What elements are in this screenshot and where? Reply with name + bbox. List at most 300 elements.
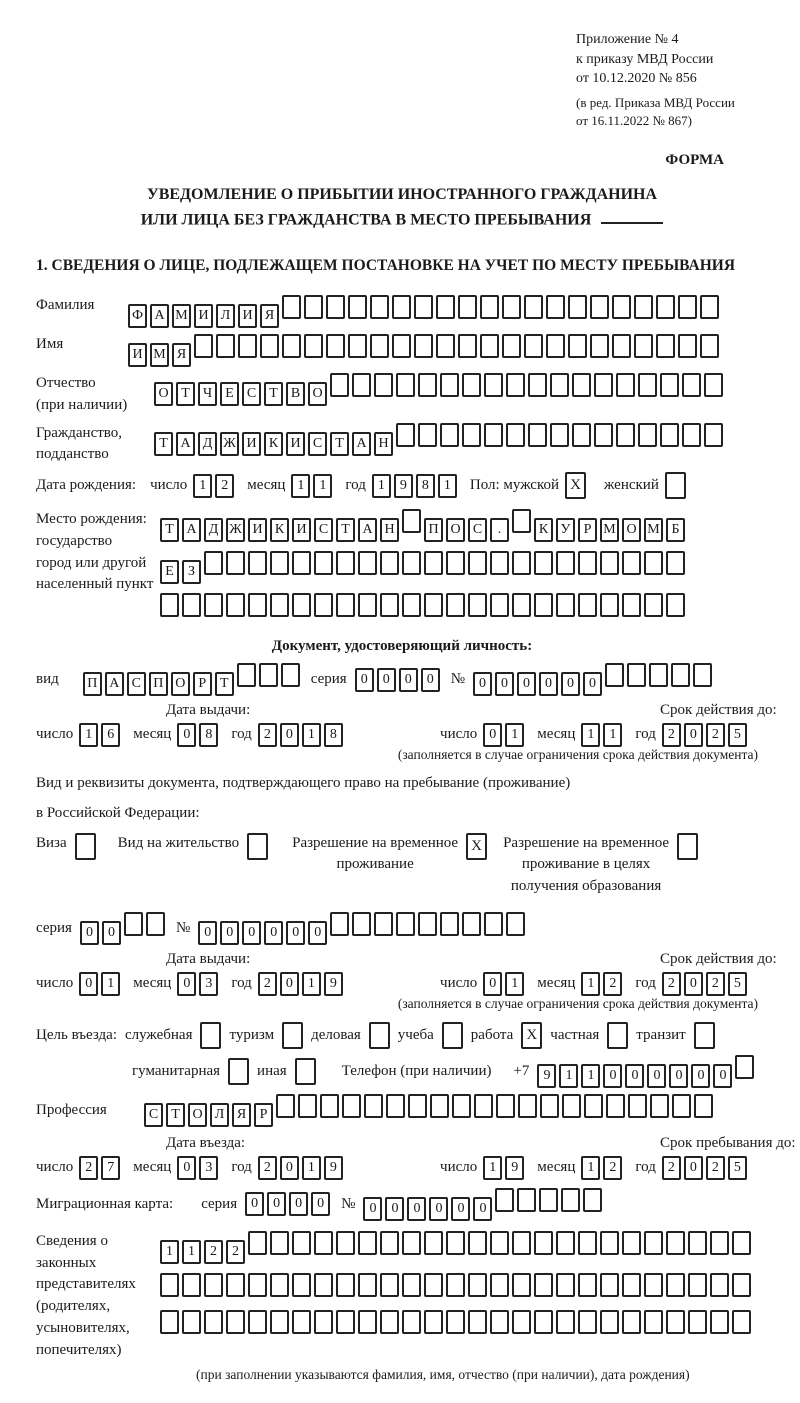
char-cell[interactable] bbox=[259, 663, 278, 687]
char-cell[interactable] bbox=[276, 1094, 295, 1118]
char-cell[interactable]: 0 bbox=[684, 972, 703, 996]
char-cell[interactable] bbox=[584, 1094, 603, 1118]
char-cell[interactable] bbox=[248, 1310, 267, 1334]
char-cell[interactable] bbox=[292, 1273, 311, 1297]
char-cell[interactable]: С bbox=[314, 518, 333, 542]
char-cell[interactable] bbox=[546, 334, 565, 358]
char-cell[interactable] bbox=[468, 1310, 487, 1334]
char-cell[interactable] bbox=[414, 334, 433, 358]
char-cell[interactable]: 8 bbox=[199, 723, 218, 747]
char-cell[interactable]: 0 bbox=[407, 1197, 426, 1221]
char-cell[interactable]: 0 bbox=[647, 1064, 666, 1088]
char-cell[interactable] bbox=[414, 295, 433, 319]
char-cell[interactable]: К bbox=[270, 518, 289, 542]
char-cell[interactable]: 0 bbox=[483, 723, 502, 747]
char-cell[interactable] bbox=[402, 1231, 421, 1255]
char-cell[interactable] bbox=[374, 373, 393, 397]
checkbox-cell[interactable]: X bbox=[466, 833, 487, 860]
char-cell[interactable] bbox=[590, 295, 609, 319]
char-cell[interactable] bbox=[160, 593, 179, 617]
char-cell[interactable] bbox=[336, 593, 355, 617]
checkbox-cell[interactable] bbox=[75, 833, 96, 860]
char-cell[interactable] bbox=[462, 912, 481, 936]
char-cell[interactable] bbox=[440, 373, 459, 397]
char-cell[interactable] bbox=[666, 593, 685, 617]
char-cell[interactable] bbox=[358, 551, 377, 575]
char-cell[interactable]: 2 bbox=[662, 1156, 681, 1180]
char-cell[interactable] bbox=[666, 1273, 685, 1297]
char-cell[interactable] bbox=[490, 1231, 509, 1255]
char-cell[interactable] bbox=[226, 593, 245, 617]
char-cell[interactable]: 8 bbox=[416, 474, 435, 498]
char-cell[interactable] bbox=[634, 334, 653, 358]
char-cell[interactable] bbox=[490, 1273, 509, 1297]
char-cell[interactable]: Д bbox=[204, 518, 223, 542]
char-cell[interactable] bbox=[638, 423, 657, 447]
char-cell[interactable]: 0 bbox=[669, 1064, 688, 1088]
char-cell[interactable]: В bbox=[286, 382, 305, 406]
char-cell[interactable] bbox=[424, 1273, 443, 1297]
char-cell[interactable] bbox=[678, 334, 697, 358]
char-cell[interactable] bbox=[649, 663, 668, 687]
char-cell[interactable] bbox=[396, 373, 415, 397]
char-cell[interactable]: 0 bbox=[355, 668, 374, 692]
char-cell[interactable] bbox=[490, 593, 509, 617]
char-cell[interactable]: З bbox=[182, 560, 201, 584]
char-cell[interactable] bbox=[452, 1094, 471, 1118]
char-cell[interactable] bbox=[281, 663, 300, 687]
char-cell[interactable] bbox=[380, 551, 399, 575]
checkbox-cell[interactable] bbox=[282, 1022, 303, 1049]
char-cell[interactable]: 0 bbox=[583, 672, 602, 696]
char-cell[interactable]: 0 bbox=[483, 972, 502, 996]
char-cell[interactable]: Е bbox=[220, 382, 239, 406]
char-cell[interactable] bbox=[238, 334, 257, 358]
char-cell[interactable] bbox=[700, 334, 719, 358]
char-cell[interactable] bbox=[237, 663, 256, 687]
char-cell[interactable] bbox=[370, 334, 389, 358]
char-cell[interactable]: А bbox=[105, 672, 124, 696]
char-cell[interactable] bbox=[248, 593, 267, 617]
char-cell[interactable]: 1 bbox=[302, 972, 321, 996]
char-cell[interactable] bbox=[650, 1094, 669, 1118]
char-cell[interactable] bbox=[352, 373, 371, 397]
char-cell[interactable]: 1 bbox=[581, 1064, 600, 1088]
char-cell[interactable] bbox=[314, 593, 333, 617]
char-cell[interactable] bbox=[644, 1310, 663, 1334]
char-cell[interactable] bbox=[660, 423, 679, 447]
char-cell[interactable] bbox=[270, 1273, 289, 1297]
checkbox-cell[interactable] bbox=[200, 1022, 221, 1049]
char-cell[interactable]: 0 bbox=[80, 921, 99, 945]
char-cell[interactable] bbox=[578, 1273, 597, 1297]
char-cell[interactable] bbox=[320, 1094, 339, 1118]
char-cell[interactable] bbox=[550, 423, 569, 447]
char-cell[interactable] bbox=[248, 551, 267, 575]
char-cell[interactable]: О bbox=[308, 382, 327, 406]
char-cell[interactable]: 0 bbox=[713, 1064, 732, 1088]
char-cell[interactable]: М bbox=[600, 518, 619, 542]
char-cell[interactable] bbox=[380, 1231, 399, 1255]
char-cell[interactable] bbox=[424, 1310, 443, 1334]
char-cell[interactable] bbox=[484, 423, 503, 447]
char-cell[interactable] bbox=[364, 1094, 383, 1118]
char-cell[interactable]: Т bbox=[330, 432, 349, 456]
char-cell[interactable]: И bbox=[194, 304, 213, 328]
char-cell[interactable]: И bbox=[128, 343, 147, 367]
char-cell[interactable] bbox=[370, 295, 389, 319]
char-cell[interactable]: 2 bbox=[662, 972, 681, 996]
char-cell[interactable]: Ж bbox=[220, 432, 239, 456]
char-cell[interactable]: К bbox=[534, 518, 553, 542]
char-cell[interactable] bbox=[622, 593, 641, 617]
char-cell[interactable]: М bbox=[172, 304, 191, 328]
char-cell[interactable] bbox=[480, 295, 499, 319]
char-cell[interactable]: 9 bbox=[324, 972, 343, 996]
char-cell[interactable]: М bbox=[150, 343, 169, 367]
checkbox-cell[interactable] bbox=[228, 1058, 249, 1085]
char-cell[interactable] bbox=[392, 295, 411, 319]
char-cell[interactable] bbox=[678, 295, 697, 319]
char-cell[interactable] bbox=[512, 1310, 531, 1334]
char-cell[interactable] bbox=[424, 551, 443, 575]
char-cell[interactable] bbox=[270, 593, 289, 617]
char-cell[interactable] bbox=[666, 1231, 685, 1255]
char-cell[interactable]: С bbox=[242, 382, 261, 406]
char-cell[interactable] bbox=[628, 1094, 647, 1118]
char-cell[interactable] bbox=[612, 295, 631, 319]
char-cell[interactable]: Ж bbox=[226, 518, 245, 542]
char-cell[interactable] bbox=[517, 1188, 536, 1212]
char-cell[interactable] bbox=[512, 509, 531, 533]
char-cell[interactable] bbox=[572, 373, 591, 397]
char-cell[interactable] bbox=[436, 334, 455, 358]
char-cell[interactable] bbox=[124, 912, 143, 936]
char-cell[interactable]: Т bbox=[215, 672, 234, 696]
char-cell[interactable]: Т bbox=[336, 518, 355, 542]
char-cell[interactable]: 1 bbox=[193, 474, 212, 498]
char-cell[interactable] bbox=[458, 334, 477, 358]
char-cell[interactable] bbox=[495, 1188, 514, 1212]
char-cell[interactable] bbox=[330, 373, 349, 397]
char-cell[interactable] bbox=[348, 295, 367, 319]
char-cell[interactable] bbox=[606, 1094, 625, 1118]
char-cell[interactable] bbox=[342, 1094, 361, 1118]
char-cell[interactable] bbox=[506, 912, 525, 936]
char-cell[interactable] bbox=[732, 1310, 751, 1334]
char-cell[interactable]: А bbox=[182, 518, 201, 542]
char-cell[interactable] bbox=[656, 334, 675, 358]
char-cell[interactable] bbox=[512, 1273, 531, 1297]
char-cell[interactable] bbox=[600, 1310, 619, 1334]
char-cell[interactable]: 0 bbox=[220, 921, 239, 945]
char-cell[interactable] bbox=[182, 593, 201, 617]
checkbox-cell[interactable] bbox=[665, 472, 686, 499]
char-cell[interactable] bbox=[693, 663, 712, 687]
char-cell[interactable] bbox=[336, 1273, 355, 1297]
char-cell[interactable]: 9 bbox=[537, 1064, 556, 1088]
char-cell[interactable] bbox=[304, 295, 323, 319]
char-cell[interactable] bbox=[622, 551, 641, 575]
char-cell[interactable]: 0 bbox=[451, 1197, 470, 1221]
char-cell[interactable] bbox=[468, 1273, 487, 1297]
char-cell[interactable] bbox=[380, 593, 399, 617]
char-cell[interactable] bbox=[348, 334, 367, 358]
char-cell[interactable]: 0 bbox=[198, 921, 217, 945]
char-cell[interactable]: 1 bbox=[302, 1156, 321, 1180]
char-cell[interactable] bbox=[568, 295, 587, 319]
char-cell[interactable] bbox=[704, 423, 723, 447]
char-cell[interactable] bbox=[556, 593, 575, 617]
char-cell[interactable]: 3 bbox=[199, 1156, 218, 1180]
char-cell[interactable] bbox=[534, 1310, 553, 1334]
char-cell[interactable] bbox=[462, 373, 481, 397]
char-cell[interactable] bbox=[216, 334, 235, 358]
char-cell[interactable] bbox=[518, 1094, 537, 1118]
char-cell[interactable]: А bbox=[176, 432, 195, 456]
char-cell[interactable] bbox=[660, 373, 679, 397]
checkbox-cell[interactable] bbox=[607, 1022, 628, 1049]
char-cell[interactable] bbox=[380, 1310, 399, 1334]
char-cell[interactable]: Л bbox=[210, 1103, 229, 1127]
char-cell[interactable] bbox=[496, 1094, 515, 1118]
char-cell[interactable]: 6 bbox=[101, 723, 120, 747]
char-cell[interactable] bbox=[600, 1273, 619, 1297]
char-cell[interactable]: 5 bbox=[728, 723, 747, 747]
char-cell[interactable] bbox=[644, 593, 663, 617]
char-cell[interactable]: Я bbox=[232, 1103, 251, 1127]
char-cell[interactable] bbox=[402, 593, 421, 617]
char-cell[interactable] bbox=[627, 663, 646, 687]
char-cell[interactable]: 2 bbox=[258, 972, 277, 996]
char-cell[interactable]: 1 bbox=[505, 972, 524, 996]
char-cell[interactable] bbox=[682, 423, 701, 447]
char-cell[interactable] bbox=[605, 663, 624, 687]
char-cell[interactable] bbox=[386, 1094, 405, 1118]
char-cell[interactable] bbox=[590, 334, 609, 358]
char-cell[interactable] bbox=[502, 334, 521, 358]
char-cell[interactable] bbox=[160, 1273, 179, 1297]
char-cell[interactable] bbox=[704, 373, 723, 397]
char-cell[interactable] bbox=[578, 551, 597, 575]
char-cell[interactable] bbox=[204, 1310, 223, 1334]
char-cell[interactable] bbox=[688, 1231, 707, 1255]
char-cell[interactable]: 0 bbox=[102, 921, 121, 945]
char-cell[interactable] bbox=[336, 1231, 355, 1255]
char-cell[interactable] bbox=[336, 1310, 355, 1334]
char-cell[interactable]: 0 bbox=[242, 921, 261, 945]
char-cell[interactable] bbox=[458, 295, 477, 319]
char-cell[interactable]: 5 bbox=[728, 1156, 747, 1180]
char-cell[interactable] bbox=[314, 1231, 333, 1255]
char-cell[interactable]: 2 bbox=[258, 723, 277, 747]
char-cell[interactable] bbox=[616, 423, 635, 447]
char-cell[interactable] bbox=[436, 295, 455, 319]
char-cell[interactable] bbox=[402, 1310, 421, 1334]
char-cell[interactable] bbox=[326, 295, 345, 319]
char-cell[interactable]: 2 bbox=[706, 1156, 725, 1180]
char-cell[interactable] bbox=[710, 1273, 729, 1297]
char-cell[interactable]: Р bbox=[193, 672, 212, 696]
char-cell[interactable] bbox=[314, 551, 333, 575]
char-cell[interactable]: 1 bbox=[505, 723, 524, 747]
char-cell[interactable]: 1 bbox=[313, 474, 332, 498]
char-cell[interactable] bbox=[468, 551, 487, 575]
char-cell[interactable] bbox=[430, 1094, 449, 1118]
char-cell[interactable]: 0 bbox=[79, 972, 98, 996]
char-cell[interactable] bbox=[700, 295, 719, 319]
char-cell[interactable]: Р bbox=[254, 1103, 273, 1127]
char-cell[interactable] bbox=[583, 1188, 602, 1212]
char-cell[interactable] bbox=[226, 1310, 245, 1334]
char-cell[interactable]: 0 bbox=[473, 672, 492, 696]
char-cell[interactable] bbox=[502, 295, 521, 319]
char-cell[interactable]: 0 bbox=[517, 672, 536, 696]
char-cell[interactable] bbox=[612, 334, 631, 358]
char-cell[interactable]: 1 bbox=[182, 1240, 201, 1264]
char-cell[interactable] bbox=[226, 1273, 245, 1297]
char-cell[interactable]: 0 bbox=[421, 668, 440, 692]
char-cell[interactable]: 0 bbox=[429, 1197, 448, 1221]
char-cell[interactable] bbox=[446, 1273, 465, 1297]
char-cell[interactable]: Ч bbox=[198, 382, 217, 406]
char-cell[interactable] bbox=[534, 593, 553, 617]
char-cell[interactable] bbox=[546, 295, 565, 319]
char-cell[interactable]: 0 bbox=[311, 1192, 330, 1216]
char-cell[interactable] bbox=[204, 1273, 223, 1297]
char-cell[interactable]: 2 bbox=[603, 1156, 622, 1180]
char-cell[interactable]: 0 bbox=[245, 1192, 264, 1216]
char-cell[interactable]: 0 bbox=[539, 672, 558, 696]
char-cell[interactable] bbox=[600, 1231, 619, 1255]
char-cell[interactable] bbox=[556, 1310, 575, 1334]
char-cell[interactable]: 2 bbox=[706, 723, 725, 747]
char-cell[interactable] bbox=[506, 373, 525, 397]
char-cell[interactable] bbox=[656, 295, 675, 319]
char-cell[interactable] bbox=[688, 1310, 707, 1334]
char-cell[interactable] bbox=[298, 1094, 317, 1118]
char-cell[interactable]: И bbox=[242, 432, 261, 456]
char-cell[interactable] bbox=[534, 1273, 553, 1297]
char-cell[interactable] bbox=[292, 1310, 311, 1334]
char-cell[interactable]: 0 bbox=[177, 1156, 196, 1180]
char-cell[interactable] bbox=[402, 551, 421, 575]
char-cell[interactable]: О bbox=[446, 518, 465, 542]
char-cell[interactable]: Т bbox=[160, 518, 179, 542]
char-cell[interactable] bbox=[358, 1231, 377, 1255]
char-cell[interactable] bbox=[292, 551, 311, 575]
char-cell[interactable] bbox=[326, 334, 345, 358]
char-cell[interactable]: 1 bbox=[603, 723, 622, 747]
char-cell[interactable]: Е bbox=[160, 560, 179, 584]
char-cell[interactable] bbox=[556, 1231, 575, 1255]
char-cell[interactable]: О bbox=[171, 672, 190, 696]
checkbox-cell[interactable] bbox=[442, 1022, 463, 1049]
char-cell[interactable] bbox=[358, 1310, 377, 1334]
char-cell[interactable] bbox=[638, 373, 657, 397]
char-cell[interactable] bbox=[484, 373, 503, 397]
char-cell[interactable] bbox=[418, 373, 437, 397]
char-cell[interactable]: 0 bbox=[267, 1192, 286, 1216]
char-cell[interactable]: 0 bbox=[286, 921, 305, 945]
char-cell[interactable]: П bbox=[83, 672, 102, 696]
char-cell[interactable]: Н bbox=[380, 518, 399, 542]
char-cell[interactable] bbox=[578, 1310, 597, 1334]
char-cell[interactable]: П bbox=[149, 672, 168, 696]
char-cell[interactable]: 7 bbox=[101, 1156, 120, 1180]
char-cell[interactable] bbox=[446, 551, 465, 575]
char-cell[interactable]: 2 bbox=[204, 1240, 223, 1264]
char-cell[interactable]: 1 bbox=[438, 474, 457, 498]
char-cell[interactable]: Д bbox=[198, 432, 217, 456]
char-cell[interactable]: 0 bbox=[495, 672, 514, 696]
char-cell[interactable]: 1 bbox=[302, 723, 321, 747]
char-cell[interactable]: 1 bbox=[581, 723, 600, 747]
char-cell[interactable]: 0 bbox=[363, 1197, 382, 1221]
char-cell[interactable]: 1 bbox=[483, 1156, 502, 1180]
char-cell[interactable] bbox=[732, 1273, 751, 1297]
char-cell[interactable] bbox=[568, 334, 587, 358]
char-cell[interactable]: 2 bbox=[258, 1156, 277, 1180]
char-cell[interactable] bbox=[540, 1094, 559, 1118]
char-cell[interactable] bbox=[282, 295, 301, 319]
char-cell[interactable] bbox=[424, 1231, 443, 1255]
char-cell[interactable] bbox=[194, 334, 213, 358]
char-cell[interactable] bbox=[292, 1231, 311, 1255]
char-cell[interactable] bbox=[671, 663, 690, 687]
char-cell[interactable] bbox=[672, 1094, 691, 1118]
char-cell[interactable]: 0 bbox=[684, 723, 703, 747]
char-cell[interactable] bbox=[666, 551, 685, 575]
char-cell[interactable] bbox=[380, 1273, 399, 1297]
char-cell[interactable] bbox=[524, 334, 543, 358]
char-cell[interactable] bbox=[622, 1273, 641, 1297]
char-cell[interactable] bbox=[616, 373, 635, 397]
char-cell[interactable]: 0 bbox=[177, 972, 196, 996]
char-cell[interactable] bbox=[446, 1310, 465, 1334]
char-cell[interactable]: С bbox=[127, 672, 146, 696]
char-cell[interactable] bbox=[480, 334, 499, 358]
char-cell[interactable] bbox=[396, 423, 415, 447]
char-cell[interactable]: Н bbox=[374, 432, 393, 456]
char-cell[interactable]: 2 bbox=[79, 1156, 98, 1180]
char-cell[interactable]: А bbox=[358, 518, 377, 542]
char-cell[interactable]: 2 bbox=[706, 972, 725, 996]
char-cell[interactable] bbox=[248, 1231, 267, 1255]
char-cell[interactable]: 0 bbox=[177, 723, 196, 747]
char-cell[interactable] bbox=[710, 1231, 729, 1255]
checkbox-cell[interactable]: X bbox=[565, 472, 586, 499]
char-cell[interactable]: К bbox=[264, 432, 283, 456]
char-cell[interactable]: Т bbox=[154, 432, 173, 456]
char-cell[interactable] bbox=[182, 1273, 201, 1297]
char-cell[interactable] bbox=[644, 1231, 663, 1255]
char-cell[interactable] bbox=[352, 912, 371, 936]
char-cell[interactable]: 1 bbox=[79, 723, 98, 747]
char-cell[interactable] bbox=[622, 1310, 641, 1334]
char-cell[interactable]: 1 bbox=[372, 474, 391, 498]
char-cell[interactable] bbox=[468, 593, 487, 617]
char-cell[interactable] bbox=[556, 551, 575, 575]
char-cell[interactable] bbox=[735, 1055, 754, 1079]
char-cell[interactable]: 0 bbox=[280, 1156, 299, 1180]
char-cell[interactable] bbox=[512, 1231, 531, 1255]
char-cell[interactable] bbox=[512, 551, 531, 575]
char-cell[interactable] bbox=[561, 1188, 580, 1212]
char-cell[interactable] bbox=[578, 593, 597, 617]
char-cell[interactable]: 8 bbox=[324, 723, 343, 747]
char-cell[interactable] bbox=[539, 1188, 558, 1212]
